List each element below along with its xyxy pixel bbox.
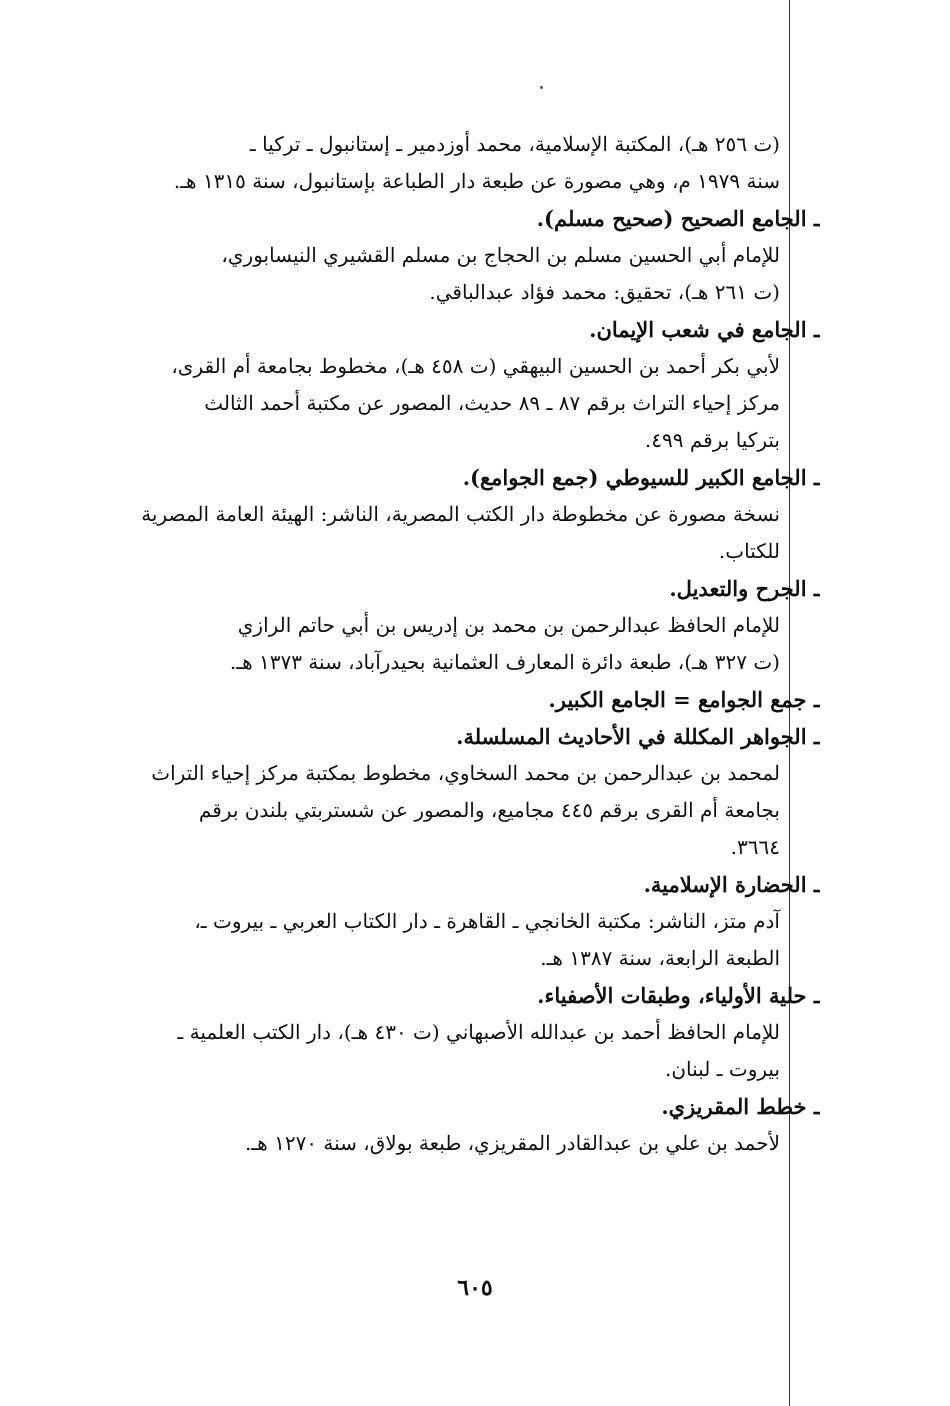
- entry-text-line: للإمام الحافظ عبدالرحمن بن محمد بن إدريس بن أبي حاتم الرازي: [237, 613, 780, 637]
- entry-title: ـ حلية الأولياء، وطبقات الأصفياء.: [537, 983, 820, 1008]
- entry-text-line: للكتاب.: [718, 539, 780, 563]
- entry-title: ـ الحضارة الإسلامية.: [643, 872, 820, 897]
- entry-text-line: بتركيا برقم ٤٩٩.: [644, 428, 780, 452]
- entry-title: ـ الجرح والتعديل.: [669, 576, 820, 601]
- entry-text-line: ٣٦٦٤.: [730, 835, 780, 859]
- entry-text-line: بجامعة أم القرى برقم ٤٤٥ مجاميع، والمصور عن شستربتي بلندن برقم: [198, 798, 780, 822]
- entry-title: ـ الجواهر المكللة في الأحاديث المسلسلة.: [456, 724, 820, 749]
- entry-title: ـ الجامع الصحيح (صحيح مسلم).: [536, 206, 820, 231]
- entry-text-line: لمحمد بن عبدالرحمن بن محمد السخاوي، مخطوط بمكتبة مركز إحياء التراث: [151, 761, 780, 785]
- bibliography-text: [140, 126, 820, 1162]
- entry-text-line: لأحمد بن علي بن عبدالقادر المقريزي، طبعة بولاق، سنة ١٢٧٠ هـ.: [244, 1131, 780, 1155]
- page-number: ٦٠٥: [457, 1275, 493, 1301]
- entry-title: ـ الجامع الكبير للسيوطي (جمع الجوامع).: [462, 465, 820, 490]
- entry-text-line: (ت ٢٦١ هـ)، تحقيق: محمد فؤاد عبدالباقي.: [429, 280, 780, 304]
- entry-title: ـ جمع الجوامع = الجامع الكبير.: [548, 687, 820, 712]
- entry-text-line: آدم متز، الناشر: مكتبة الخانجي ـ القاهرة ـ دار الكتاب العربي ـ بيروت ـ،: [194, 909, 780, 933]
- entry-text-line: سنة ١٩٧٩ م، وهي مصورة عن طبعة دار الطباعة بإستانبول، سنة ١٣١٥ هـ.: [173, 169, 780, 193]
- entry-text-line: (ت ٢٥٦ هـ)، المكتبة الإسلامية، محمد أوزدمير ـ إستانبول ـ تركيا ـ: [249, 132, 780, 156]
- entry-text-line: للإمام الحافظ أحمد بن عبدالله الأصبهاني (ت ٤٣٠ هـ)، دار الكتب العلمية ـ: [177, 1020, 780, 1044]
- entry-text-line: مركز إحياء التراث برقم ٨٧ ـ ٨٩ حديث، المصور عن مكتبة أحمد الثالث: [204, 391, 780, 415]
- entry-title: ـ خطط المقريزي.: [661, 1094, 820, 1119]
- entry-text-line: الطبعة الرابعة، سنة ١٣٨٧ هـ.: [540, 946, 780, 970]
- entry-text-line: نسخة مصورة عن مخطوطة دار الكتب المصرية، الناشر: الهيئة العامة المصرية: [141, 502, 780, 526]
- entry-text-line: لأبي بكر أحمد بن الحسين البيهقي (ت ٤٥٨ هـ)، مخطوط بجامعة أم القرى،: [171, 354, 780, 378]
- speck-mark: [540, 86, 543, 89]
- entry-text-line: (ت ٣٢٧ هـ)، طبعة دائرة المعارف العثمانية بحيدرآباد، سنة ١٣٧٣ هـ.: [229, 650, 780, 674]
- entry-title: ـ الجامع في شعب الإيمان.: [589, 317, 820, 342]
- entry-text-line: للإمام أبي الحسين مسلم بن الحجاج بن مسلم القشيري النيسابوري،: [221, 243, 780, 267]
- entry-text-line: بيروت ـ لبنان.: [665, 1057, 780, 1081]
